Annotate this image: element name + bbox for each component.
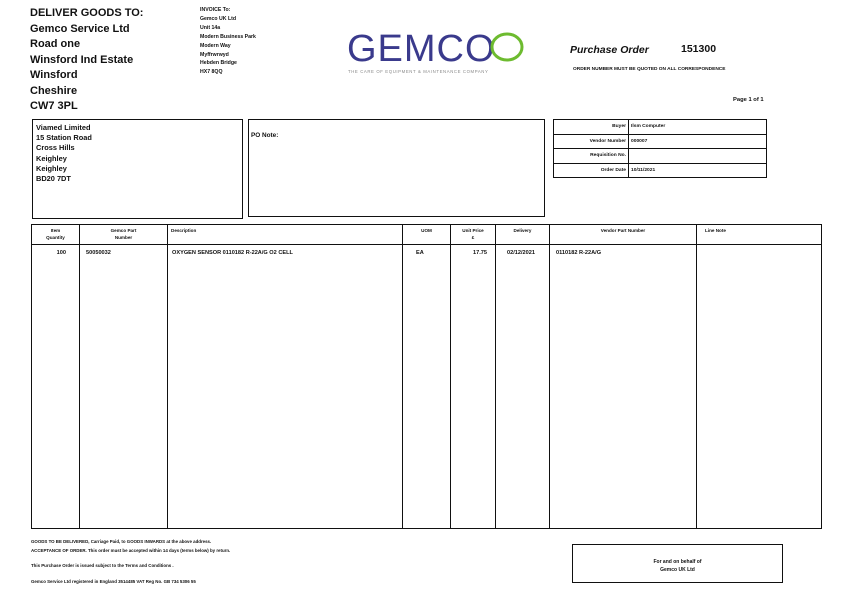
cell-quantity: 100: [56, 250, 66, 256]
header-delivery: [496, 227, 549, 234]
column-divider: [549, 225, 550, 528]
logo-ring-icon: [492, 34, 522, 60]
line-items-table: [31, 224, 822, 529]
cell-vendor-part-number: 0110182 R-22A/G: [556, 250, 602, 256]
header-text: Gemco Part: [110, 228, 137, 233]
footer-conditions: This Purchase Order is issued subject to the Terms and Conditions .: [31, 563, 174, 568]
signature-box: [572, 544, 783, 583]
header-text: Item: [50, 228, 61, 233]
purchase-order-title: Purchase Order: [570, 44, 649, 56]
deliver-to-line: Gemco Service Ltd: [30, 22, 130, 35]
order-number-notice: ORDER NUMBER MUST BE QUOTED ON ALL CORRESPONDENCE: [573, 67, 726, 72]
info-value: [629, 149, 767, 164]
deliver-to-heading: DELIVER GOODS TO:: [30, 7, 144, 19]
footer-acceptance-terms: ACCEPTANCE OF ORDER. This order must be accepted within 14 days (terms below) by return.: [31, 548, 231, 553]
invoice-to-line: Unit 14a: [200, 24, 221, 31]
logo-brand-text: GEMCO: [347, 28, 496, 68]
behalf-company: Gemco UK Ltd: [660, 566, 695, 573]
info-label: Requisition No.: [554, 149, 629, 164]
header-text: Description: [171, 228, 197, 233]
vendor-line: 15 Station Road: [36, 133, 92, 143]
cell-delivery: 02/12/2021: [507, 250, 535, 256]
header-text: Unit Price: [462, 228, 484, 233]
cell-unit-price: 17.75: [473, 250, 487, 256]
behalf-line: For and on behalf of: [653, 559, 702, 565]
deliver-to-block: [30, 6, 143, 115]
po-note-box: [248, 119, 545, 217]
info-row-vendor-number: [554, 134, 767, 149]
invoice-to-line: Hebden Bridge: [200, 60, 237, 67]
header-text: UOM: [421, 228, 432, 233]
deliver-to-line: Road one: [30, 38, 81, 50]
header-text: Quantity: [46, 235, 65, 240]
header-part-number: [80, 227, 167, 241]
gemco-logo: [345, 28, 530, 78]
info-row-buyer: [554, 120, 767, 135]
deliver-to-line: Cheshire: [30, 84, 78, 97]
header-uom: [403, 227, 450, 234]
info-value: 000007: [629, 134, 767, 149]
invoice-to-line: Gemco UK Ltd: [200, 15, 237, 22]
vendor-line: Cross Hills: [36, 143, 75, 153]
info-row-requisition: [554, 149, 767, 164]
footer-registration: Gemco Service Ltd registered in England 3514485 VAT Reg No. GB 734 5306 55: [31, 579, 196, 584]
header-text: Vendor Part Number: [600, 228, 646, 233]
column-divider: [402, 225, 403, 528]
invoice-to-heading: INVOICE To:: [200, 7, 231, 13]
deliver-to-line: Winsford: [30, 69, 78, 81]
invoice-to-line: Myffrwrwyd: [200, 51, 229, 58]
header-text: Line Note: [705, 228, 726, 233]
info-label: Vendor Number: [554, 134, 629, 149]
header-item-quantity: [32, 227, 79, 241]
header-description: [171, 227, 196, 234]
po-note-label: PO Note:: [251, 132, 279, 139]
header-vendor-part-number: [550, 227, 696, 234]
info-row-order-date: [554, 163, 767, 178]
info-value: Ilsm Computer: [629, 120, 767, 135]
column-divider: [167, 225, 168, 528]
invoice-to-block: [200, 6, 256, 77]
header-text: Delivery: [513, 228, 532, 233]
deliver-to-line: Winsford Ind Estate: [30, 53, 134, 66]
vendor-address-box: [32, 119, 243, 219]
cell-uom: EA: [416, 250, 424, 256]
header-text: £: [471, 235, 475, 240]
gemco-logo-wordmark: [345, 28, 530, 68]
header-text: Number: [114, 235, 133, 240]
vendor-line: Viamed Limited: [36, 123, 91, 132]
vendor-line: Keighley: [36, 163, 67, 173]
column-divider: [495, 225, 496, 528]
column-divider: [696, 225, 697, 528]
header-unit-price: [451, 227, 495, 241]
info-value: 10/11/2021: [629, 163, 767, 178]
deliver-to-line: CW7 3PL: [30, 100, 78, 112]
page-indicator: Page 1 of 1: [733, 97, 764, 103]
invoice-to-line: Modern Way: [200, 42, 231, 49]
header-line-note: [705, 227, 726, 234]
vendor-line: Keighley: [36, 153, 67, 163]
info-label: Order Date: [554, 163, 629, 178]
column-divider: [79, 225, 80, 528]
cell-part-number: 50050032: [86, 250, 111, 256]
info-label: Buyer: [554, 120, 629, 135]
invoice-to-line: Modern Business Park: [200, 33, 256, 40]
purchase-order-number: 151300: [681, 43, 717, 55]
cell-description: OXYGEN SENSOR 0110182 R-22A/G O2 CELL: [172, 250, 293, 256]
vendor-line: BD20 7DT: [36, 174, 71, 184]
logo-tagline: THE CARE OF EQUIPMENT & MAINTENANCE COMPANY: [348, 69, 489, 74]
column-divider: [450, 225, 451, 528]
invoice-to-line: HX7 8QQ: [200, 69, 223, 76]
footer-delivery-terms: GOODS TO BE DELIVERED, Carriage Paid, to GOODS INWARDS at the above address.: [31, 539, 212, 544]
order-info-table: [553, 119, 767, 178]
